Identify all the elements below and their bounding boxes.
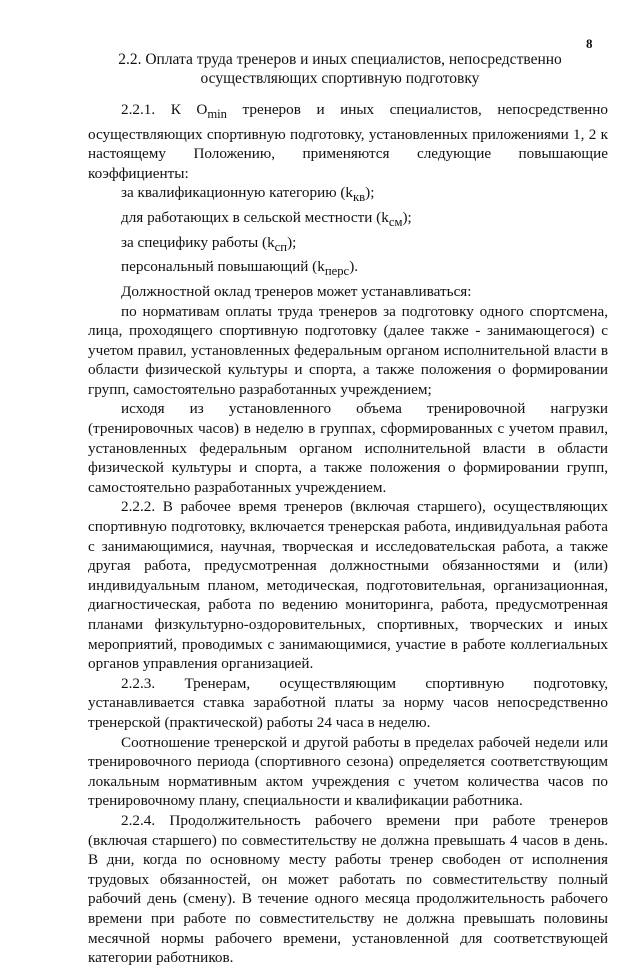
coefficient-specifics: за специфику работы $(k_{сп})$; — [121, 233, 297, 254]
salary-intro: Должностной оклад тренеров может устанавливаться: — [121, 282, 472, 300]
page-number: 8 — [586, 36, 593, 51]
paragraph-ratio: Соотношение тренерской и другой работы в пределах рабочей недели или тренировочного периода (спортивного сезона) определяется соответствующим локальным нормативным актом учреждения с учетом количества часов по тренировочному плану, специальности и квалификации работника. — [88, 733, 608, 810]
salary-by-volume: исходя из установленного объема тренировочной нагрузки (тренировочных часов) в неделю в группах, сформированных с учетом правил, установленных федеральным органом исполнительной власти в области физической культуры и спорта, а также положения о формировании групп, самостоятельно разработанных учреждением. — [88, 400, 608, 496]
coefficient-qualification: за квалификационную категорию $(k_{кв})$; — [121, 184, 375, 205]
salary-by-norms: по нормативам оплаты труда тренеров за подготовку одного спортсмена, лица, проходящего спортивную подготовку (далее также - занимающегося) с учетом правил, установленных федеральным органом исполнительной власти в области физической культуры и спорта, а также положения о формировании групп, самостоятельно разработанных учреждением; — [88, 302, 608, 398]
document-body — [88, 100, 608, 968]
paragraph-2-2-3: 2.2.3. Тренерам, осуществляющим спортивную подготовку, устанавливается ставка заработной платы за норму часов непосредственно тренерской (практической) работы 24 часа в неделю. — [88, 674, 608, 731]
paragraph-2-2-2: 2.2.2. В рабочее время тренеров (включая старшего), осуществляющих спортивную подготовку, включается тренерская работа, индивидуальная работа с занимающимися, научная, творческая и исследовательская работа, а также другая работа, предусмотренная должностными обязанностями и (или) индивидуальным планом, методическая, подготовительная, организационная, диагностическая, работа по ведению мониторинга, работа, предусмотренная планами физкультурно-оздоровительных, спортивных, творческих и иных мероприятий, проводимых с занимающимися, участие в работе коллегиальных органов управления организацией. — [88, 498, 608, 673]
paragraph-2-2-4: 2.2.4. Продолжительность рабочего времени при работе тренеров (включая старшего) по совместительству не должна превышать 4 часов в день. В дни, когда по основному месту работы тренер свободен от исполнения трудовых обязанностей, он может работать по совместительству полный рабочий день (смену). В течение одного месяца продолжительность рабочего времени при работе по совместительству не должна превышать половины месячной нормы рабочего времени, установленной для соответствующей категории работников. — [88, 811, 608, 967]
coefficient-rural: для работающих в сельской местности $(k_{см})$; — [121, 209, 412, 230]
section-title-line-2: осуществляющих спортивную подготовку — [200, 70, 480, 87]
section-title — [80, 50, 600, 88]
paragraph-2-2-1: 2.2.1. К $O_{min}$ тренеров и иных специалистов, непосредственно осуществляющих спортивную подготовку, установленных приложениями 1, 2 к настоящему Положению, применяются следующие повышающие коэффициенты: — [88, 101, 608, 182]
section-title-line-1: 2.2. Оплата труда тренеров и иных специалистов, непосредственно — [118, 51, 562, 68]
coefficient-personal: персональный повышающий $(k_{перс})$. — [121, 258, 359, 279]
